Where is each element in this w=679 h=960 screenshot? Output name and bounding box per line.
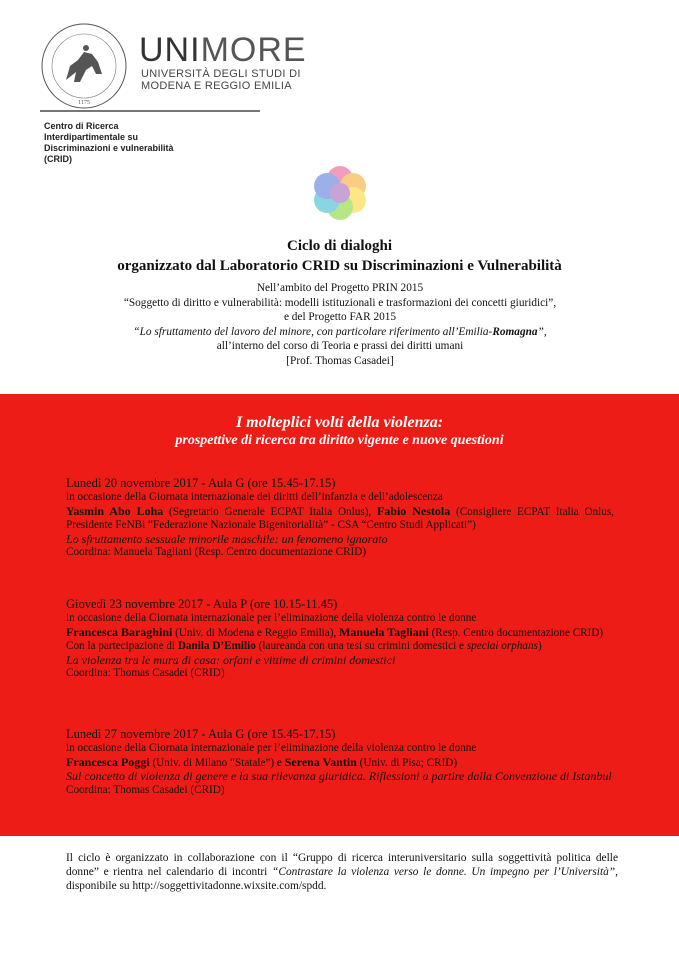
event-talk-title: La violenza tra le mura di casa: orfani e vittime di crimini domestici (66, 652, 396, 667)
event-occasion: in occasione della Giornata internazionale dei diritti dell’infanzia e dell’adolescenza (66, 491, 443, 503)
event-date: Giovedì 23 novembre 2017 - Aula P (ore 10.15-11.45) (66, 597, 338, 611)
event-date: Lunedì 20 novembre 2017 - Aula G (ore 15.45-17.15) (66, 476, 336, 490)
event-coordination: Coordina: Manuela Tagliani (Resp. Centro documentazione CRID) (66, 546, 367, 559)
event-participation: Con la partecipazione di Danila D’Emilio (laureanda con una tesi su crimini domestici e special orphans) (66, 640, 542, 653)
event-item (66, 727, 614, 797)
event-item (66, 476, 614, 560)
intro-line-1: Nell’ambito del Progetto PRIN 2015 (256, 282, 424, 294)
event-speakers: Francesca Baraghini (Univ. di Modena e Reggio Emilia), Manuela Tagliani (Resp. Centro documentazione CRID) (66, 624, 604, 639)
intro-line-5: all’interno del corso di Teoria e prassi dei diritti umani (216, 340, 464, 352)
intro-text (60, 281, 620, 368)
crid-line-3: Discriminazioni e vulnerabilità (44, 143, 174, 153)
logo-word-more: MORE (200, 31, 307, 69)
event-speakers: Francesca Poggi (Univ. di Milano “Statale”) e Serena Vantin (Univ. di Pisa; CRID) (66, 754, 458, 769)
intro-line-2: “Soggetto di diritto e vulnerabilità: modelli istituzionali e trasformazioni dei concetti giuridici”, (123, 296, 557, 309)
crid-line-4: (CRID) (44, 154, 72, 164)
intro-line-3: e del Progetto FAR 2015 (283, 311, 397, 323)
event-occasion: in occasione della Giornata internazionale per l’eliminazione della violenza contro le donne (66, 612, 477, 624)
event-cycle-title (0, 236, 679, 276)
event-talk-title: Lo sfruttamento sessuale minorile maschile: un fenomeno ignorato (66, 531, 388, 546)
crid-line-1: Centro di Ricerca (44, 121, 119, 131)
university-line-2: MODENA E REGGIO EMILIA (141, 80, 292, 92)
panel-subtitle: prospettive di ricerca tra diritto vigente e nuove questioni (175, 433, 504, 448)
event-coordination: Coordina: Thomas Casadei (CRID) (66, 667, 225, 680)
university-name (141, 68, 301, 92)
panel-title: I molteplici volti della violenza: (235, 414, 444, 431)
intro-line-4: “Lo sfruttamento del lavoro del minore, con particolare riferimento all’Emilia-Romagna”, (133, 325, 547, 338)
crid-line-2: Interdipartimentale su (44, 132, 139, 142)
intro-line-6: [Prof. Thomas Casadei] (286, 354, 394, 367)
footer-note: Il ciclo è organizzato in collaborazione con il “Gruppo di ricerca interuniversitario sulla soggettività politica delle donne” e rientra nel calendario di incontri “Contrastare la violenza verso le donne. Un impegno per l’Università”, disponibile su http://soggettivitadonne.wixsite.com/spdd. (66, 852, 618, 892)
title-line-2: organizzato dal Laboratorio CRID su Discriminazioni e Vulnerabilità (117, 258, 562, 274)
event-speakers: Yasmin Abo Loha (Segretario Generale ECPAT Italia Onlus), Fabio Nestola (Consigliere ECPAT Italia Onlus, Presidente FeNBi “Federazione Nazionale Bigenitorialità” - CSA “Centro Studi Applicati”) (66, 503, 614, 532)
event-date: Lunedì 27 novembre 2017 - Aula G (ore 15.45-17.15) (66, 727, 336, 741)
crid-flower-logo (305, 162, 375, 224)
event-coordination: Coordina: Thomas Casadei (CRID) (66, 783, 225, 796)
unimore-wordmark (139, 33, 307, 67)
title-line-1: Ciclo di dialoghi (286, 238, 393, 254)
event-item (66, 597, 614, 681)
event-occasion: in occasione della Giornata internazionale per l’eliminazione della violenza contro le donne (66, 742, 477, 754)
seal-year: 1175 (78, 100, 90, 106)
university-seal-logo (40, 22, 128, 110)
header-divider (40, 110, 260, 112)
crid-label (44, 121, 174, 165)
event-talk-title: Sul concetto di violenza di genere e la sua rilevanza giuridica. Riflessioni a partire dalla Convenzione di Istanbul (66, 769, 612, 784)
university-line-1: UNIVERSITÀ DEGLI STUDI DI (141, 68, 301, 80)
logo-word-uni: UNI (139, 31, 201, 69)
